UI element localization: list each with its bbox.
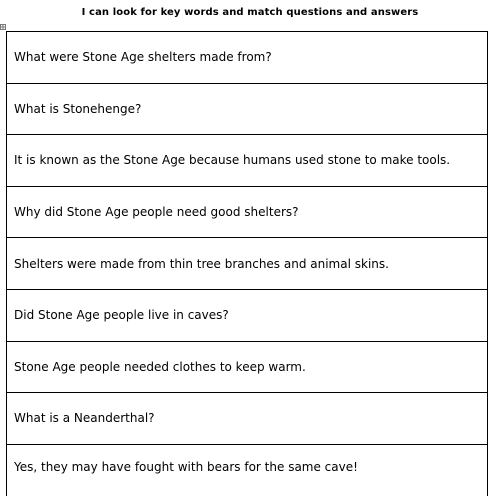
row-text: It is known as the Stone Age because humans used stone to make tools. — [14, 153, 451, 168]
move-handle-icon[interactable] — [0, 24, 6, 30]
table-row[interactable] — [7, 187, 487, 239]
row-text: What is Stonehenge? — [14, 101, 142, 116]
table-row[interactable] — [7, 393, 487, 445]
table-row[interactable] — [7, 32, 487, 84]
row-text: What were Stone Age shelters made from? — [14, 50, 272, 65]
row-text: Stone Age people needed clothes to keep warm. — [14, 359, 306, 374]
row-text: Did Stone Age people live in caves? — [14, 308, 229, 323]
row-text: Why did Stone Age people need good shelters? — [14, 205, 299, 220]
table-row[interactable] — [7, 84, 487, 136]
row-text: Yes, they may have fought with bears for the same cave! — [14, 459, 358, 474]
qa-table — [6, 31, 488, 496]
row-text: What is a Neanderthal? — [14, 411, 155, 426]
table-row[interactable] — [7, 445, 487, 496]
table-row[interactable] — [7, 342, 487, 394]
table-row[interactable] — [7, 135, 487, 187]
move-arrows-glyph — [1, 25, 5, 29]
page-title: I can look for key words and match questions and answers — [81, 7, 419, 18]
table-row[interactable] — [7, 238, 487, 290]
row-text: Shelters were made from thin tree branches and animal skins. — [14, 256, 389, 271]
table-row[interactable] — [7, 290, 487, 342]
